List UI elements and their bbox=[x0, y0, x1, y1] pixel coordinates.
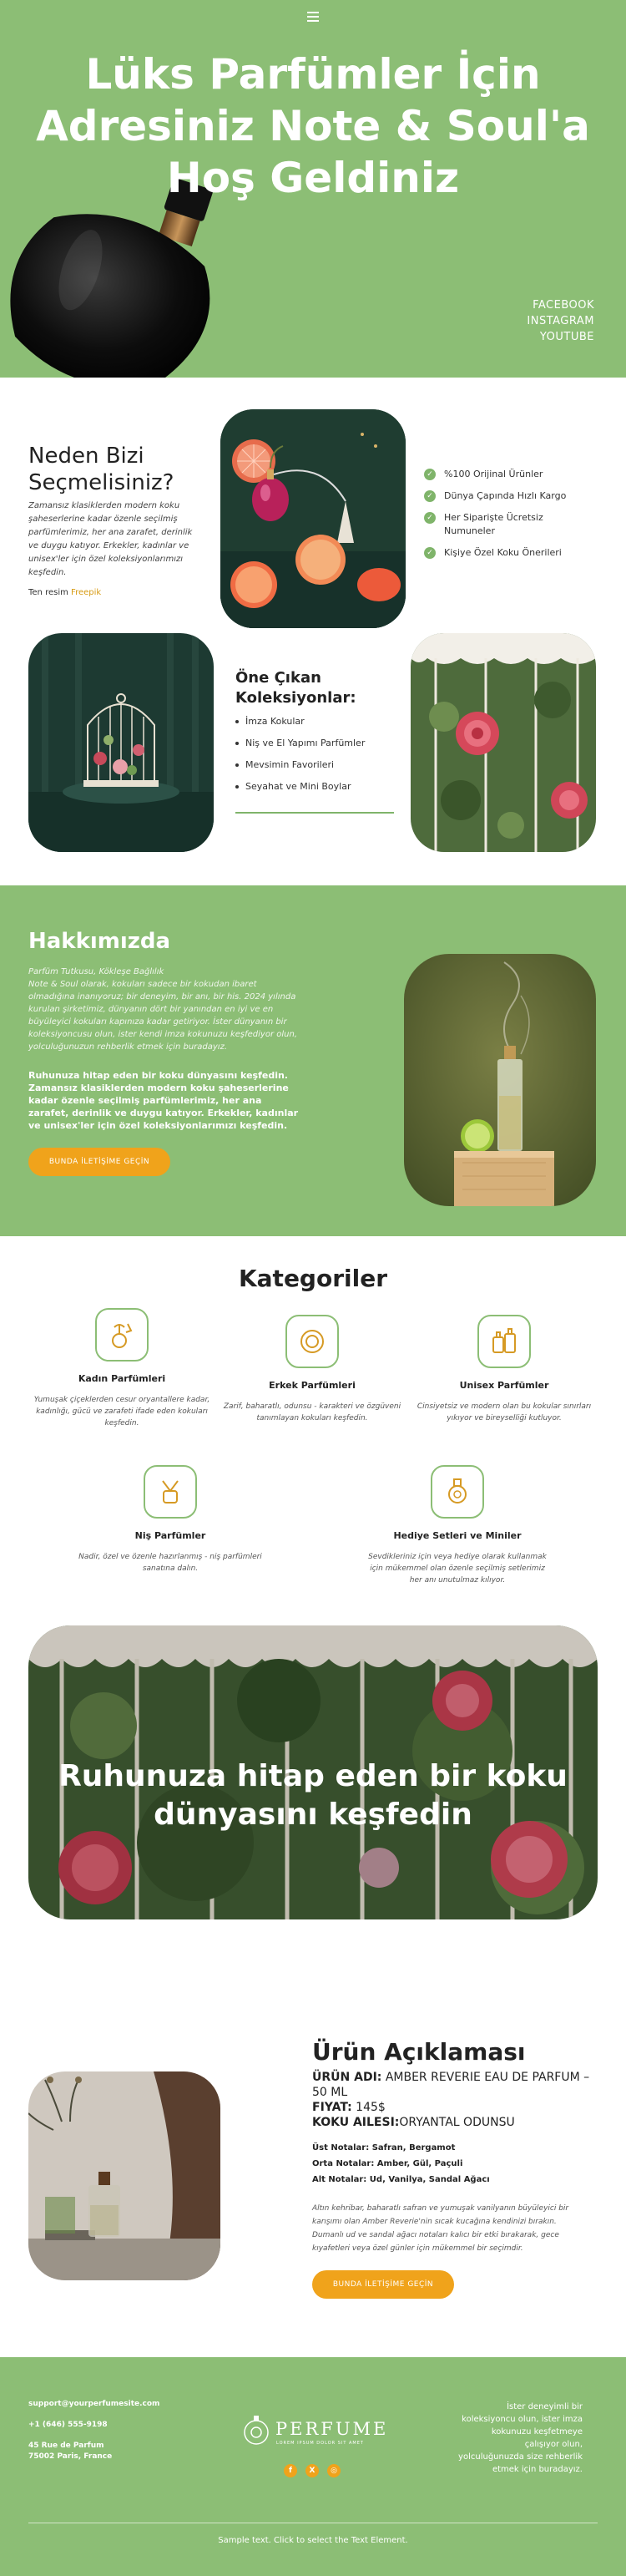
middle-notes: Orta Notalar: Amber, Gül, Paçuli bbox=[312, 2159, 463, 2168]
product-name-label: ÜRÜN ADI: bbox=[312, 2071, 382, 2084]
category-card[interactable] bbox=[404, 1315, 604, 1424]
collection-item: İmza Kokular bbox=[235, 715, 365, 728]
hero-title: Lüks Parfümler İçin Adresiniz Note & Soul'a Hoş Geldiniz bbox=[36, 50, 590, 202]
feature-item bbox=[424, 489, 591, 503]
base-notes: Alt Notalar: Ud, Vanilya, Sandal Ağacı bbox=[312, 2175, 490, 2184]
credit-prefix: Ten resim bbox=[28, 588, 68, 597]
product-price-label: FIYAT: bbox=[312, 2101, 352, 2114]
facebook-link[interactable]: FACEBOOK bbox=[533, 299, 594, 312]
check-icon: ✓ bbox=[424, 469, 436, 480]
category-desc: Zarif, baharatlı, odunsu - karakteri ve özgüveni tanımlayan kokuları keşfedin. bbox=[223, 1402, 401, 1422]
footer-contact bbox=[28, 2399, 159, 2472]
category-name: Kadın Parfümleri bbox=[78, 1373, 166, 1384]
about-text: Parfüm Tutkusu, Kökleşe Bağlılık Note & Soul olarak, kokuları sadece bir kokudan ibaret olmadığına inanıyoruz; bir deneyim, bir anı, bir his. 2024 yılında kurulan şirketimiz, dünyanın dört bir yanından en iyi ve en büyüleyici kokuları kapınıza kadar getiriyor. İster dünyanın bir koleksiyoncusu olun, ister kendi imza kokunuzu keşfediyor olun, yolculuğunuzun rehberlik etmek için buradayız. bbox=[28, 967, 298, 1052]
about-highlight: Ruhunuza hitap eden bir koku dünyasını keşfedin. Zamansız klasiklerden modern koku şaheserlerine kadar özenle seçilmiş parfümlerimiz, her ana zarafet, derinlik ve duygu katıyor. Erkekler, kadınlar ve unisex'ler için özel koleksiyonlarımızı keşfedin. bbox=[28, 1070, 299, 1131]
collection-item: Niş ve El Yapımı Parfümler bbox=[235, 737, 365, 750]
footer-email[interactable]: support@yourperfumesite.com bbox=[28, 2400, 160, 2408]
collections-divider bbox=[235, 812, 394, 814]
birdcage-image bbox=[28, 633, 214, 852]
categories-title: Kategoriler bbox=[238, 1265, 388, 1292]
category-name: Hediye Setleri ve Miniler bbox=[393, 1530, 522, 1541]
check-icon: ✓ bbox=[424, 490, 436, 502]
perfume-grapefruit-image bbox=[220, 409, 406, 628]
product-title: Ürün Açıklaması bbox=[312, 2038, 526, 2066]
instagram-icon[interactable]: ◎ bbox=[327, 2464, 341, 2477]
feature-label: Her Siparişte Ücretsiz Numuneler bbox=[444, 512, 543, 536]
category-card[interactable] bbox=[70, 1465, 270, 1575]
product-family-label: KOKU AILESI: bbox=[312, 2116, 400, 2129]
feature-label: Dünya Çapında Hızlı Kargo bbox=[444, 490, 567, 501]
category-desc: Cinsiyetsiz ve modern olan bu kokular sınırları yıkıyor ve bireyselliği kutluyor. bbox=[416, 1402, 592, 1422]
hero-section bbox=[0, 0, 626, 378]
logo-icon bbox=[242, 2414, 270, 2447]
category-desc: Yumuşak çiçeklerden cesur oryantallere kadar, kadınlığı, gücü ve zarafeti ifade eden kokuları keşfedin. bbox=[33, 1396, 210, 1427]
category-desc: Nadir, özel ve özenle hazırlanmış - niş parfümleri sanatına dalın. bbox=[78, 1553, 262, 1573]
category-name: Niş Parfümler bbox=[134, 1530, 206, 1541]
feature-label: Kişiye Özel Koku Önerileri bbox=[444, 547, 562, 558]
footer-address: 45 Rue de Parfum 75002 Paris, France bbox=[28, 2442, 113, 2461]
category-desc: Sevdikleriniz için veya hediye olarak kullanmak için mükemmel olan özenle seçilmiş setlerimiz her anı unutulmaz kılıyor. bbox=[368, 1553, 547, 1585]
product-price: 145$ bbox=[356, 2101, 386, 2114]
product-name-row bbox=[312, 2070, 596, 2100]
footer-logo[interactable]: PERFUME bbox=[275, 2419, 389, 2439]
check-icon: ✓ bbox=[424, 512, 436, 524]
perfume-drop-icon bbox=[285, 1315, 339, 1368]
feature-item bbox=[424, 511, 591, 538]
feature-item bbox=[424, 546, 591, 560]
image-credit bbox=[28, 588, 101, 597]
collections-title: Öne Çıkan Koleksiyonlar: bbox=[235, 669, 356, 707]
banner-text: Ruhunuza hitap eden bir koku dünyasını keşfedin bbox=[58, 1759, 568, 1832]
why-title: Neden Bizi Seçmelisiniz? bbox=[28, 444, 174, 495]
product-specs bbox=[312, 2070, 596, 2130]
footer-phone[interactable]: +1 (646) 555-9198 bbox=[28, 2421, 108, 2429]
category-name: Unisex Parfümler bbox=[459, 1380, 549, 1391]
feature-item bbox=[424, 468, 591, 481]
footer-sample-text: Sample text. Click to select the Text Element. bbox=[218, 2536, 408, 2545]
product-description: Altın kehribar, baharatlı safran ve yumuşak vanilyanın büyüleyici bir karışımı olan Amber Reverie'nin sıcak kucağına kendinizi bırakın. Dumanlı ud ve sandal ağacı notaları kalıcı bir etki bırakarak, gece kıyafetleri veya özel günler için mükemmel bir seçimdir. bbox=[312, 2204, 569, 2253]
collection-item: Mevsimin Favorileri bbox=[235, 758, 365, 772]
product-name: AMBER REVERIE EAU DE PARFUM – 50 ML bbox=[312, 2071, 590, 2099]
menu-icon[interactable] bbox=[307, 12, 319, 22]
features-list bbox=[424, 468, 591, 568]
category-name: Erkek Parfümleri bbox=[269, 1380, 356, 1391]
bottles-icon bbox=[477, 1315, 531, 1368]
flower-icon bbox=[95, 1308, 149, 1362]
check-icon: ✓ bbox=[424, 547, 436, 559]
product-price-row bbox=[312, 2100, 596, 2115]
gift-set-icon bbox=[431, 1465, 484, 1519]
roses-image bbox=[411, 633, 596, 852]
instagram-link[interactable]: INSTAGRAM bbox=[527, 315, 594, 327]
collections-list bbox=[235, 715, 365, 802]
social-links bbox=[527, 297, 594, 345]
why-text: Zamansız klasiklerden modern koku şaheserlerine kadar özenle seçilmiş parfümlerimiz, her ana zarafet, derinlik ve duygu katıyor. Erkekler, kadınlar ve unisex'ler için özel koleksiyonlarımızı keşfedin. bbox=[28, 501, 193, 577]
product-contact-button[interactable]: BUNDA İLETİŞİME GEÇİN bbox=[312, 2270, 454, 2299]
facebook-icon[interactable]: f bbox=[284, 2464, 297, 2477]
product-family: ORYANTAL ODUNSU bbox=[399, 2116, 515, 2129]
about-contact-button[interactable]: BUNDA İLETİŞİME GEÇİN bbox=[28, 1148, 170, 1176]
feature-label: %100 Orijinal Ürünler bbox=[444, 469, 543, 479]
x-twitter-icon[interactable]: X bbox=[305, 2464, 319, 2477]
top-notes: Üst Notalar: Safran, Bergamot bbox=[312, 2143, 456, 2153]
perfume-lime-image bbox=[404, 954, 596, 1206]
category-card[interactable] bbox=[212, 1315, 412, 1424]
product-notes bbox=[312, 2140, 579, 2188]
category-card[interactable] bbox=[22, 1308, 222, 1429]
niche-bottle-icon bbox=[144, 1465, 197, 1519]
about-title: Hakkımızda bbox=[28, 929, 171, 954]
footer-logo-tagline: LOREM IPSUM DOLOR SIT AMET bbox=[276, 2441, 364, 2446]
youtube-link[interactable]: YOUTUBE bbox=[539, 331, 594, 343]
product-family-row bbox=[312, 2115, 596, 2130]
credit-link[interactable]: Freepik bbox=[71, 588, 102, 597]
category-card[interactable] bbox=[357, 1465, 558, 1586]
footer-text: İster deneyimli bir koleksiyoncu olun, ister imza kokunuzu keşfetmeye çalışıyor olun, yolculuğunuzda size rehberlik etmek için buradayız. bbox=[458, 2402, 583, 2474]
product-image bbox=[28, 2071, 220, 2280]
collection-item: Seyahat ve Mini Boylar bbox=[235, 780, 365, 794]
